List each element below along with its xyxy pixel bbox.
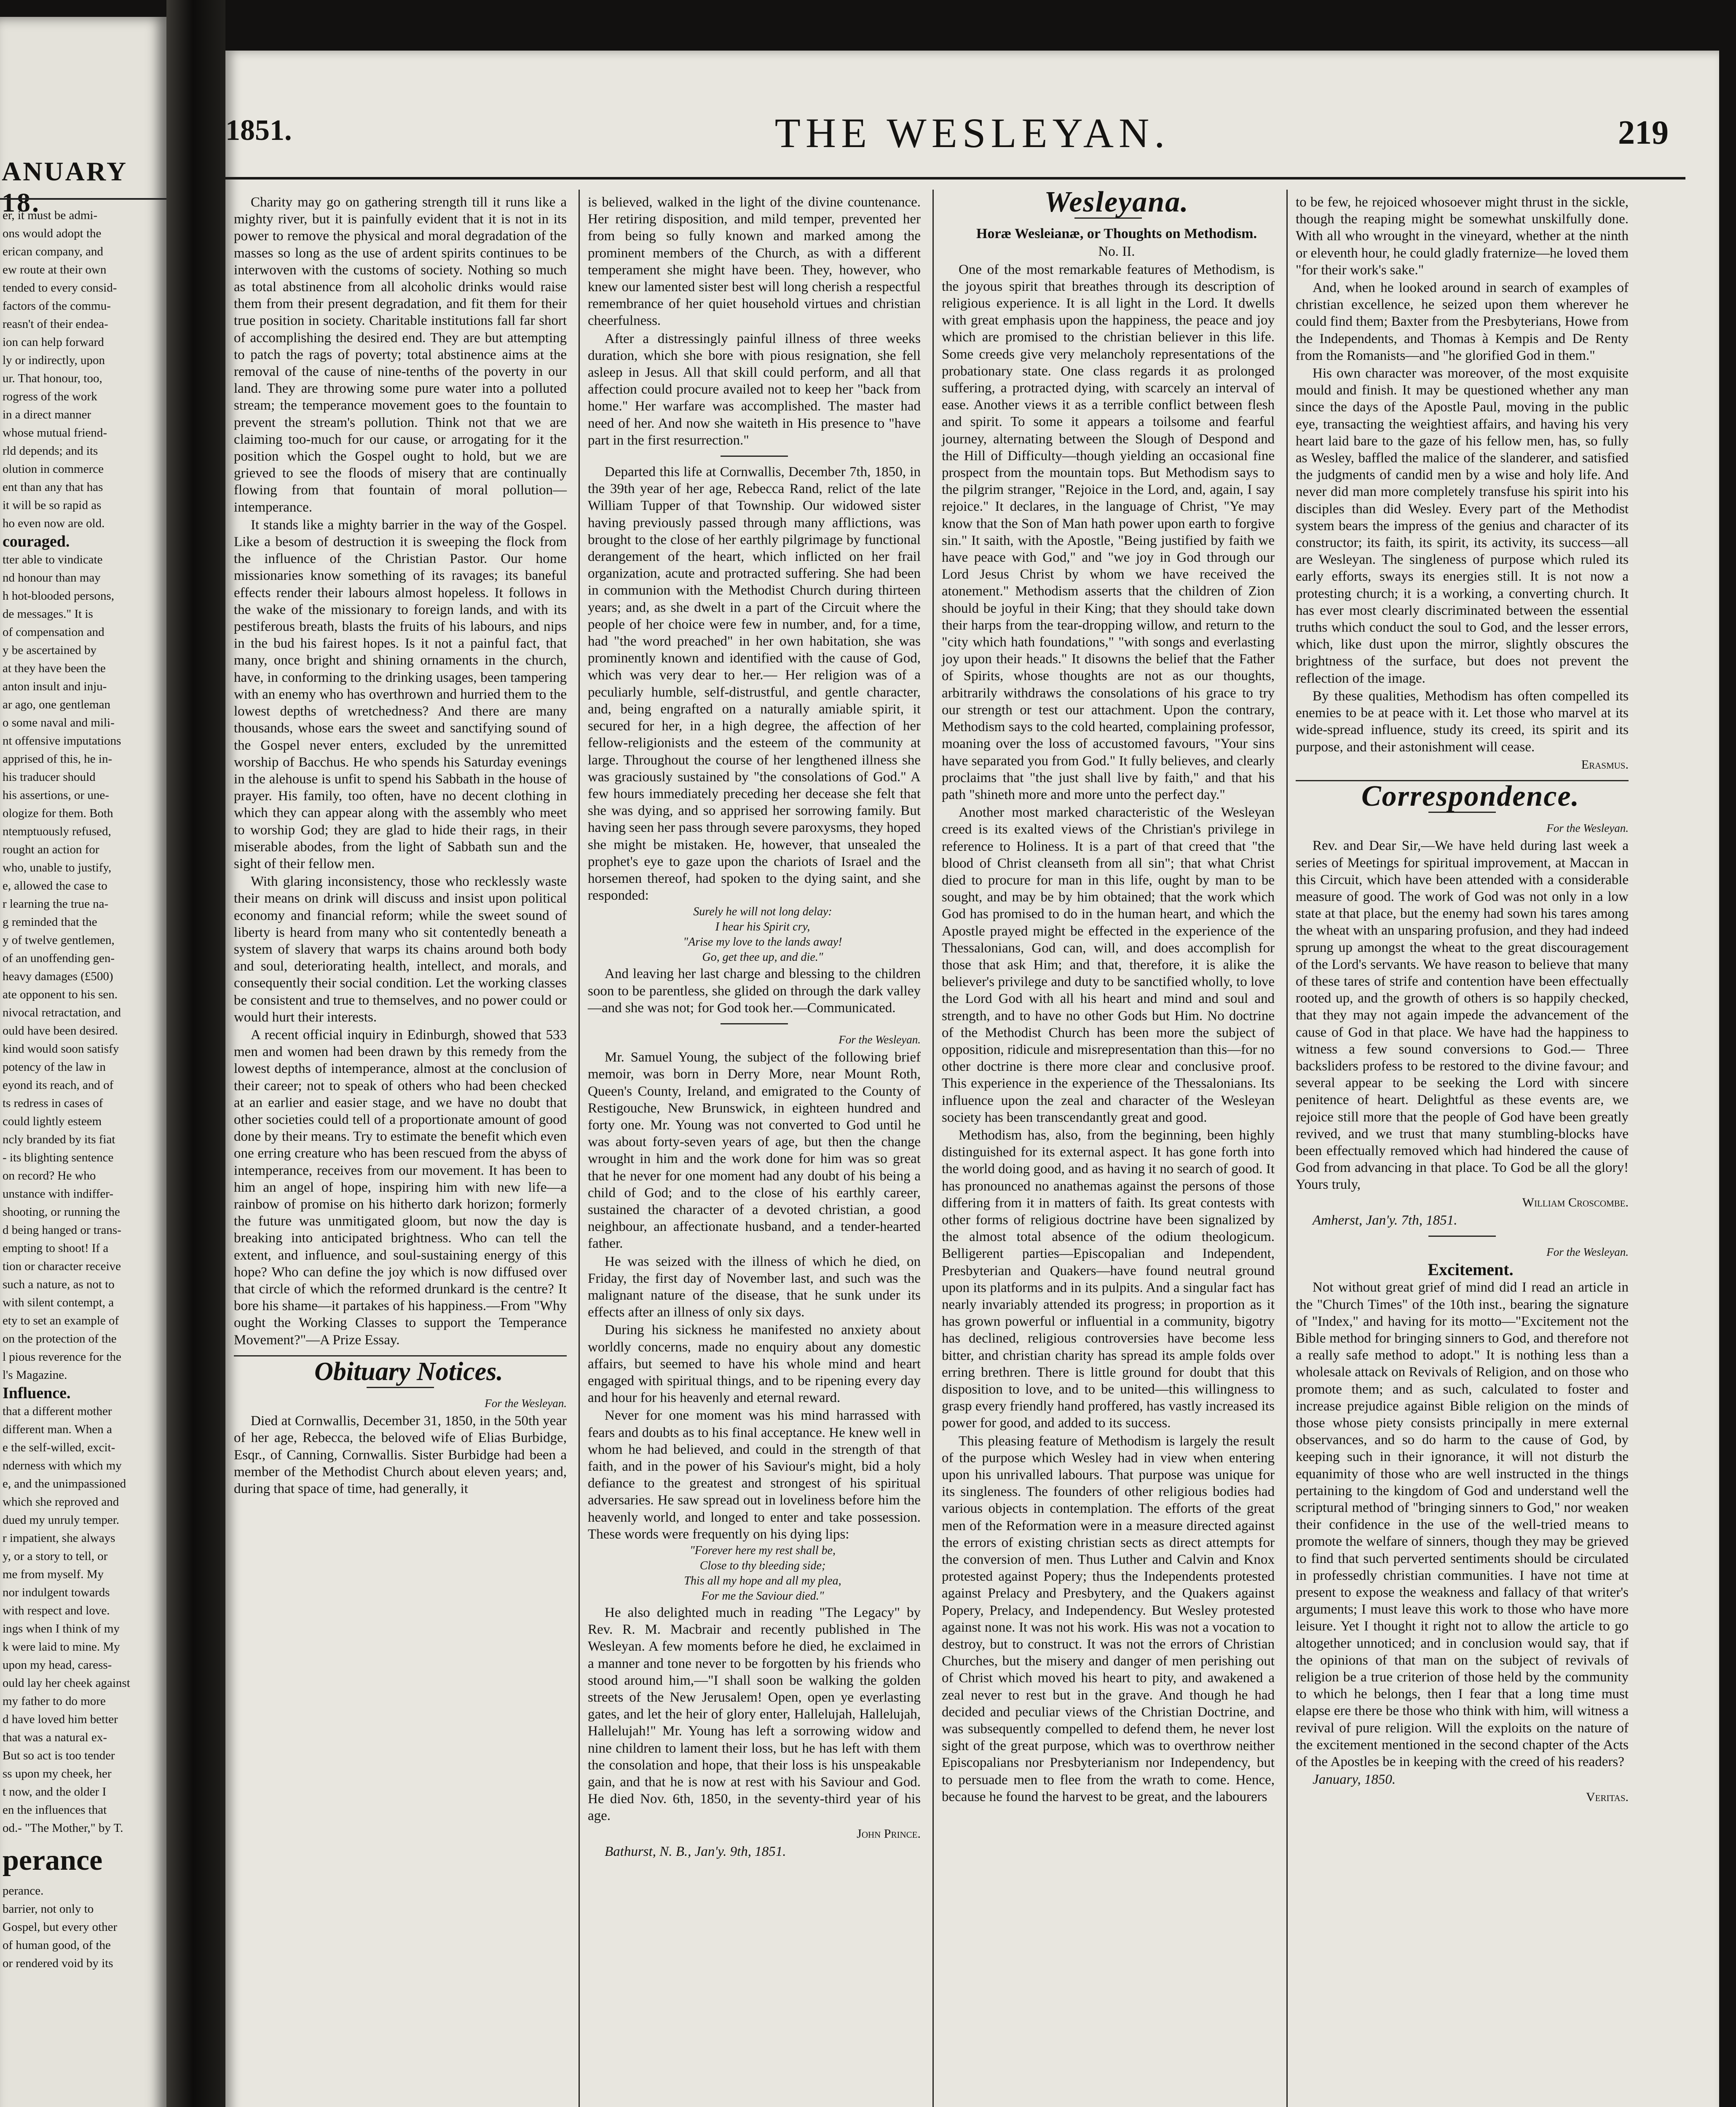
left-page-section-title: perance <box>3 1844 103 1876</box>
obituary-paragraph: is believed, walked in the light of the divine countenance. Her retiring disposition, and mild temper, prevented her from being so fully known and marked among the prominent members of the Church, as with a different temperament she might have been. They, however, who knew our lamented sister best will long cherish a respectful remembrance of her quiet household virtues and christian cheerfulness. <box>588 195 921 329</box>
article-paragraph: Methodism has, also, from the beginning, been highly distinguished for its external aspect. It has gone forth into the world doing good, and as having it no search of good. It has pronounced no anathemas against the persons of those differing from it in matters of faith. Its great contests with other forms of religious doctrine have been signalized by the almost total absence of the odium theologicum. Belligerent parties—Episcopalian and Independent, Presbyterian and Quakers—have found neutral ground upon its platforms and in its pulpits. And a singular fact has nearly invariably attended its progress; in proportion as it has grown powerful or influential in a community, bigotry has declined, religious controversies have become less bitter, and christian charity has spread its ample folds over erring brethren. There is little ground for doubt that this disposition to love, and to be united—this willingness to grasp every friendly hand proffered, has vastly increased its power for good, and added to its success. <box>942 1127 1275 1431</box>
section-rule <box>1428 1236 1496 1237</box>
left-page-rule <box>0 198 166 200</box>
left-page-line: de messages." It is <box>3 607 93 621</box>
verse-line: This all my hope and all my plea, <box>684 1574 841 1588</box>
left-page-line: tion or character receive <box>3 1260 121 1273</box>
article-paragraph: Another most marked characteristic of the Wesleyan creed is its exalted views of the Christian's privilege in reference to Holiness. It is a part of that creed that "the blood of Christ cleanseth from all sin"; that what Christ died to procure for man in this life, ought by man to be sought, and may be by him obtained; that the work which God has promised to do in the human heart, and which the Apostle prayed might be effected in the experience of the Thessalonians, God can, will, and does accomplish for those that ask Him; and that, therefore, it is alike the believer's privilege and duty to be sanctified wholly, to love the Lord God with all his heart and mind and soul and strength, and to have no other Gods but Him. No doctrine of the Methodist Church has been more the subject of opposition, ridicule and misrepresentation than this—for no other doctrine is there more clear and conclusive proof. This experience in the experience of the Thessalonians. Its influence upon the zeal and character of the Wesleyan society has been transcendantly great and good. <box>942 805 1275 1125</box>
left-page-line: perance. <box>3 1884 44 1898</box>
newspaper-title: THE WESLEYAN. <box>774 110 1170 156</box>
left-page-line: upon my head, caress- <box>3 1658 112 1672</box>
article-paragraph: And, when he looked around in search of examples of christian excellence, he seized upon them wherever he could find them; Baxter from the Presbyterians, Howe from the Independents, and Thomas à Kempis and De Renty from the Romanists—and "he glorified God in them." <box>1296 280 1629 363</box>
memoir-paragraph: He also delighted much in reading "The Legacy" by Rev. R. M. Macbrair and recently published in The Wesleyan. A few moments before he died, he exclaimed in a manner and tone never to be forgotten by his friends who stood around him,—"I shall soon be walking the golden streets of the New Jerusalem! Open, open ye everlasting gates, and let the heir of glory enter, Hallelujah, Hallelujah, Hallelujah!" Mr. Young has left a sorrowing widow and nine children to lament their loss, but he has left with them the consolation and hope, that their loss is his unspeakable gain, and that he is now at rest with his Saviour and God. He died Nov. 6th, 1850, in the seventy-third year of his age. <box>588 1605 921 1824</box>
left-page-line: different man. When a <box>3 1423 112 1436</box>
left-page-line: ar ago, one gentleman <box>3 698 111 711</box>
left-page-line: Gospel, but every other <box>3 1920 118 1934</box>
obituary-heading: Obituary Notices. <box>314 1357 503 1386</box>
article-paragraph: A recent official inquiry in Edinburgh, showed that 533 men and women had been drawn by this remedy from the lowest depths of intemperance, almost at the conclusion of their career; not to speak of others who had been checked at an earlier and easier stage, and we have no doubt that other societies could tell of a proportionate amount of good done by their means. Try to estimate the benefit which even one erring creature who has been rescued from the abyss of intemperance, receives from our movement. It has been to him an angel of hope, inspiring him with new life—a rainbow of promise on his hitherto dark horizon; formerly the future was unmitigated gloom, but now the day is breaking into anticipated brightness. Who can tell the extent, and influence, and soul-sustaining energy of this hope? Who can define the joy which is now diffused over that circle of which the reformed drunkard is the centre? It bore his shame—it partakes of his happiness.—From "Why ought the Working Classes to support the Temperance Movement?"—A Prize Essay. <box>234 1027 567 1348</box>
left-page-group-3 <box>3 1402 161 1837</box>
left-page-line: it will be so rapid as <box>3 499 102 512</box>
left-page-line: whose mutual friend- <box>3 426 107 440</box>
left-page-line: at they have been the <box>3 662 106 675</box>
left-page-line: ew route at their own <box>3 263 107 276</box>
left-page-line: factors of the commu- <box>3 299 111 313</box>
left-page-line: which she reproved and <box>3 1495 119 1509</box>
left-page-line: on the protection of the <box>3 1332 117 1346</box>
left-page-line: r impatient, she always <box>3 1531 115 1545</box>
left-page-line: ly or indirectly, upon <box>3 354 105 367</box>
article-paragraph: Charity may go on gathering strength till it runs like a mighty river, but it is painfully evident that it is not in its power to remove the physical and moral degradation of the masses so long as the use of ardent spirits continues to be interwoven with the customs of society. Nothing so much as total abstinence from all alcoholic drinks would raise them from their present degradation, and fit them for their true position in society. Charitable institutions fall far short of accomplishing the desired end. They are but attempting to patch the rags of poverty; total abstinence aims at the removal of the cause of nine-tenths of the poverty in our land. They are throwing some pure water into a polluted stream; the temperance movement goes to the fountain to prevent the stream's pollution. Think not that we are claiming too-much for our cause, or arrogating for it the position which the Gospel ought to hold, but we are grieved to see the floods of misery that are continually flowing from that fountain of moral pollution—intemperance. <box>234 195 567 515</box>
left-page-line: kind would soon satisfy <box>3 1042 119 1056</box>
column-divider <box>579 190 580 2107</box>
left-page-line: on record? He who <box>3 1169 96 1182</box>
attribution-line: For the Wesleyan. <box>1546 1245 1629 1258</box>
left-page-line: empting to shoot! If a <box>3 1241 109 1255</box>
left-page-line: l's Magazine. <box>3 1368 67 1382</box>
section-rule <box>367 1387 434 1388</box>
column-2 <box>588 194 921 1860</box>
article-title: Horæ Wesleianæ, or Thoughts on Methodism. <box>976 226 1257 242</box>
left-page-section-title: Influence. <box>3 1384 71 1402</box>
article-paragraph: One of the most remarkable features of Methodism, is the joyous spirit that breathes through its description of religious experience. It is all light in the Lord. It dwells with great emphasis upon the happiness, the peace and joy which are promised to the christian believer in this life. Some creeds give very melancholy representations of the probationary state. One class regards it as prolonged suffering, a protracted dying, with scarcely an interval of ease. Another views it as a terrible conflict between flesh and spirit. To some it appears a toilsome and fearful journey, alternating between the Slough of Despond and the Hill of Difficulty—though yielding an occasional fine prospect from the mountain tops. But Methodism says to the pilgrim stranger, "Rejoice in the Lord, and, again, I say rejoice." It declares, in the language of Christ, "Ye may know that the Son of Man hath power upon earth to forgive sin." It saith, with the Apostle, "Being justified by faith we have peace with God," and "we joy in God through our Lord Jesus Christ by whom we have received the atonement." Methodism asserts that the children of Zion should be joyful in their King; that they should take down their harps from the tear-dropping willow, and return to the "city which hath foundations," "with songs and everlasting joy upon their heads." It disowns the belief that the Father of Spirits, whose thoughts are not as our thoughts, arbitrarily withdraws the consolations of his grace to try our strength or test our attachment. Upon the contrary, Methodism says to the cold hearted, complaining professor, moaning over the loss of accustomed favours, "Your sins have separated you from God." It fully believes, and clearly proclaims that "the just shall live by faith," and that his path "shineth more and more unto the perfect day." <box>942 262 1275 802</box>
left-page-line: ologize for them. Both <box>3 807 113 820</box>
left-page-line: ss upon my cheek, her <box>3 1767 112 1780</box>
left-page-line: shooting, or running the <box>3 1205 120 1219</box>
left-page-line: with respect and love. <box>3 1604 110 1617</box>
left-page-line: ould have been desired. <box>3 1024 118 1037</box>
left-page-section-title: couraged. <box>3 533 70 550</box>
left-page-line: h hot-blooded persons, <box>3 589 114 603</box>
left-page-line: of an unoffending gen- <box>3 952 115 965</box>
left-page-line: nivocal retractation, and <box>3 1006 121 1019</box>
left-page-line: But so act is too tender <box>3 1749 115 1762</box>
left-page-line: t now, and the older I <box>3 1785 107 1799</box>
article-title: Excitement. <box>1428 1260 1514 1279</box>
dateline: January, 1850. <box>1313 1772 1396 1788</box>
left-page-line: ings when I think of my <box>3 1622 120 1635</box>
article-paragraph: to be few, he rejoiced whosoever might thrust in the sickle, though the reaping might be somewhat unskilfully done. With all who wrought in the vineyard, whether at the ninth or eleventh hour, he could gladly fraternize—he loved them "for their work's sake." <box>1296 195 1629 278</box>
left-page-line: that a different mother <box>3 1405 112 1418</box>
left-page-line: ons would adopt the <box>3 227 102 240</box>
left-page-line: tter able to vindicate <box>3 553 103 566</box>
page-number: 219 <box>1618 114 1669 151</box>
dateline: Amherst, Jan'y. 7th, 1851. <box>1313 1212 1457 1228</box>
obituary-paragraph: And leaving her last charge and blessing to the children soon to be parentless, she glided on through the dark valley—and she was not; for God took her.—Communicated. <box>588 966 921 1016</box>
left-page-line: r learning the true na- <box>3 897 109 911</box>
left-page-line: d being hanged or trans- <box>3 1223 121 1237</box>
left-page-line: potency of the law in <box>3 1060 106 1074</box>
left-page-line: who, unable to justify, <box>3 861 112 874</box>
verse-line: "Forever here my rest shall be, <box>689 1544 836 1557</box>
left-page-line: l pious reverence for the <box>3 1350 121 1364</box>
attribution-line: For the Wesleyan. <box>485 1397 567 1410</box>
memoir-paragraph: He was seized with the illness of which he died, on Friday, the first day of November last, and such was the malignant nature of the disease, that he sunk under its effects after an illness of only six days. <box>588 1254 921 1320</box>
left-page-text <box>3 206 161 1973</box>
section-rule <box>721 1023 788 1024</box>
column-4 <box>1296 194 1629 1806</box>
left-page-line: o some naval and mili- <box>3 716 115 729</box>
left-page-line: d have loved him better <box>3 1713 118 1726</box>
left-page-line: such a nature, as not to <box>3 1278 115 1291</box>
left-page-line: y, or a story to tell, or <box>3 1549 108 1563</box>
attribution-line: For the Wesleyan. <box>839 1033 921 1046</box>
obituary-paragraph: Died at Cornwallis, December 31, 1850, in the 50th year of her age, Rebecca, the beloved wife of Elias Burbidge, Esqr., of Canning, Cornwallis. Sister Burbidge had been a member of the Methodist Church about eleven years; and, during that space of time, had generally, it <box>234 1413 567 1497</box>
left-page-line: heavy damages (£500) <box>3 970 113 983</box>
obituary-paragraph: Departed this life at Cornwallis, December 7th, 1850, in the 39th year of her age, Rebecca Rand, relict of the late William Tupper of that Township. Our widowed sister having previously passed through many afflictions, was brought to the close of her earthly pilgrimage by functional derangement of the heart, which inflicted on her frail organization, acute and protracted suffering. She had been in communion with the Methodist Church during thirteen years; and, as she dwelt in a part of the Circuit where the people of her choice were few in number, and, for a time, had "the word preached" in her own habitation, she was prominently known and identified with the cause of God, which was very dear to her.— Her religion was of a peculiarly humble, self-distrustful, and gentle character, and, being engrafted on a naturally amiable spirit, it secured for her, in a high degree, the affection of her fellow-religionists and the esteem of the community at large. Throughout the course of her lengthened illness she was graciously sustained by "the consolations of God." A few hours immediately preceding her decease she felt that she was dying, and so apprised her sorrowing family. But having seen her pass through severe paroxysms, they hoped she might be mistaken. He, however, that unsealed the prophet's eye to gaze upon the chariots of Israel and the horsemen thereof, had spoken to the dying saint, and she responded: <box>588 464 921 903</box>
verse-line: "Arise my love to the lands away! <box>683 936 842 949</box>
left-page-line: nor indulgent towards <box>3 1586 110 1599</box>
book-gutter <box>166 0 225 2107</box>
left-page-group-4 <box>3 1882 161 1973</box>
verse-line: Close to thy bleeding side; <box>699 1559 826 1573</box>
left-page-line: rought an action for <box>3 843 99 856</box>
left-page-line: eyond its reach, and of <box>3 1078 114 1092</box>
left-page-line: - its blighting sentence <box>3 1151 114 1164</box>
left-page-line: ion can help forward <box>3 335 104 349</box>
left-page-line: of human good, of the <box>3 1938 111 1952</box>
column-1 <box>234 194 567 1497</box>
left-page-line: reasn't of their endea- <box>3 317 108 331</box>
left-page-line: ould lay her cheek against <box>3 1676 130 1690</box>
left-page-line: his assertions, or une- <box>3 788 109 802</box>
left-page-line: ntemptuously refused, <box>3 825 111 838</box>
left-page-line: anton insult and inju- <box>3 680 107 693</box>
left-page-line: e, and the unimpassioned <box>3 1477 126 1490</box>
column-3 <box>942 186 1275 1805</box>
verse-line: Surely he will not long delay: <box>693 905 832 919</box>
section-heading: Wesleyana. <box>1044 186 1189 218</box>
newspaper-page <box>225 51 1719 2107</box>
section-rule <box>721 456 788 457</box>
left-page-line: nd honour than may <box>3 571 101 584</box>
left-page-line: my father to do more <box>3 1694 106 1708</box>
attribution-line: For the Wesleyan. <box>1546 822 1629 835</box>
left-page-line: with silent contempt, a <box>3 1296 114 1309</box>
article-paragraph: His own character was moreover, of the most exquisite mould and finish. It may be questioned whether any man since the days of the Apostle Paul, moving in the public eye, transacting the weightiest affairs, and having his very heart laid bare to the gaze of his fellow men, has, so fully as Wesley, baffled the malice of the slanderer, and satisfied the judgments of candid men by a wise and holy life. And never did man more completely transfuse his spirit into his disciples than did Wesley. Every part of the Methodist system bears the impress of the genius and character of its constructor; its faith, its spirit, its activity, its success—all are Wesleyan. The singleness of purpose which ruled its early efforts, sways its energies still. It is not now a protesting church; it is a working, a converting church. It has ever most clearly discriminated between the essential truths which conduct the soul to God, and the lesser errors, which, like dust upon the mirror, slightly obscures the brightness of the surface, but does not prevent the reflection of the image. <box>1296 366 1629 686</box>
left-page-line: rogress of the work <box>3 390 97 403</box>
letter-paragraph: Not without great grief of mind did I read an article in the "Church Times" of the 10th inst., bearing the signature of "Index," and having for its motto—"Excitement not the Bible method for bringing sinners to God, and therefore not a really safe method to adopt." It is nothing less than a wholesale attack on Revivals of Religion, and on those who promote them; and as such, calculated to foster and increase prejudice against Bible religion on the minds of those whose piety consists principally in mere external observances, and so do harm to the cause of God, by keeping such in their ignorance, it will not disturb the equanimity of those who are well instructed in the things pertaining to the kingdom of God and understand well the scriptural method of "bringing sinners to God," nor weaken their confidence in the use of the well-tried means to promote the welfare of sinners, though they may be grieved to find that such perverted sentiments should be circulated in professedly christian communities. I have not time at present to expose the weakness and fallacy of that writer's arguments; I must leave this work to those who have more leisure. Yet I thought it right not to allow the article to go altogether unnoticed; and in conclusion would say, that if the opinions of that man on the subject of revivals of religion be a true criterion of those held by the community to which he belongs, then I fear that a long time must elapse ere there be those who think with him, will witness a revival of pure religion. Will the exploits on the nature of the excitement mentioned in the second chapter of the Acts of the Apostles be in keeping with the creed of his readers? <box>1296 1280 1629 1770</box>
masthead <box>225 110 1719 164</box>
signature: William Croscombe. <box>1522 1195 1629 1209</box>
left-page-line: ate opponent to his sen. <box>3 988 118 1001</box>
left-facing-page <box>0 17 166 2107</box>
left-page-line: nt offensive imputations <box>3 734 121 748</box>
signature: Erasmus. <box>1581 757 1629 772</box>
issue-year: 1851. <box>225 114 292 147</box>
left-page-line: rld depends; and its <box>3 444 98 458</box>
left-page-line: that was a natural ex- <box>3 1731 107 1744</box>
article-paragraph: With glaring inconsistency, those who recklessly waste their means on drink will discuss and insist upon political economy and financial reform; while the sweet sound of liberty is heard from many who sit contentedly beneath a system of slavery that warps its chains around both body and soul, deteriorating health, intellect, and morals, and consequently their social condition. Let the working classes be consistent and true to themselves, and no power could or would hurt their interests. <box>234 874 567 1025</box>
section-rule <box>234 1355 567 1356</box>
verse-line: For me the Saviour died." <box>701 1590 824 1603</box>
left-page-line: could lightly esteem <box>3 1115 102 1128</box>
article-number: No. II. <box>1098 244 1135 260</box>
section-heading: Correspondence. <box>1361 780 1580 812</box>
article-paragraph: This pleasing feature of Methodism is largely the result of the purpose which Wesley had in view when entering upon his unrivalled labours. That purpose was unique for its singleness. The founders of other religious bodies had various objects in contemplation. The efforts of the great men of the Reformation were in a measure directed against the errors of existing christian sects as direct attempts for the conversion of men. Thus Luther and Calvin and Knox protested against Popery; thus the Independents protested against Prelacy and Presbytery, and the Quakers against Popery, Prelacy, and Independency. But Wesley protested against none. It was not his work. His was not a vocation to destroy, but to construct. It was not the errors of Christian Churches, but the misery and danger of men perishing out of Christ which moved his heart to pity, and awakened a zeal never to rest but in the grave. And though he had decided and peculiar views of the Christian Doctrine, and was subsequently compelled to defend them, he never lost sight of the great purpose, which was to overthrow neither Episcopalians nor Presbyterianism nor Independency, but to persuade men to flee from the wrath to come. Hence, because he found the harvest to be great, and the labourers <box>942 1433 1275 1804</box>
left-page-line: ts redress in cases of <box>3 1096 103 1110</box>
left-page-line: in a direct manner <box>3 408 91 421</box>
left-page-line: y of twelve gentlemen, <box>3 933 115 947</box>
column-divider <box>1286 190 1288 2107</box>
left-page-line: erican company, and <box>3 245 103 258</box>
left-page-line: ho even now are old. <box>3 517 105 530</box>
left-page-line: ety to set an example of <box>3 1314 119 1327</box>
left-page-line: nderness with which my <box>3 1459 122 1472</box>
signature: John Prince. <box>857 1826 921 1841</box>
left-page-line: e, allowed the case to <box>3 879 107 893</box>
left-page-group-2 <box>3 551 161 1384</box>
signature: Veritas. <box>1586 1790 1629 1804</box>
article-paragraph: By these qualities, Methodism has often compelled its enemies to be at peace with it. Let those who marvel at its wide-spread influence, study its creed, its spirit and its purpose, and their astonishment will cease. <box>1296 688 1629 755</box>
left-page-line: barrier, not only to <box>3 1902 94 1916</box>
verse-line: I hear his Spirit cry, <box>715 920 810 934</box>
left-page-line: tended to every consid- <box>3 281 117 295</box>
left-page-line: ur. That honour, too, <box>3 372 102 385</box>
header-rule <box>225 177 1685 180</box>
memoir-paragraph: Mr. Samuel Young, the subject of the following brief memoir, was born in Derry More, near Mount Roth, Queen's County, Ireland, and emigrated to the County of Restigouche, New Brunswick, in eighteen hundred and forty one. Mr. Young was not converted to God until he was about forty-seven years of age, but then the change wrought in him and the work done for him was so great that he never for one moment had any doubt of his being a child of God; and to the close of his earthly career, sustained the character of a devoted christian, a good neighbour, an affectionate husband, and a tender-hearted father. <box>588 1050 921 1252</box>
left-page-line: me from myself. My <box>3 1568 104 1581</box>
left-page-group-1 <box>3 206 161 533</box>
left-page-line: ent than any that has <box>3 480 103 494</box>
left-page-line: od.- "The Mother," by T. <box>3 1821 123 1835</box>
column-divider <box>932 190 934 2107</box>
left-page-line: er, it must be admi- <box>3 209 98 222</box>
left-page-line: or rendered void by its <box>3 1957 113 1970</box>
left-page-line: g reminded that the <box>3 915 97 929</box>
left-page-line: en the influences that <box>3 1803 107 1817</box>
left-page-line: his traducer should <box>3 770 96 784</box>
article-paragraph: It stands like a mighty barrier in the way of the Gospel. Like a besom of destruction it is sweeping the flock from the influence of the Christian Pastor. Our home missionaries know something of its ravages; its baneful effects render their labours almost hopeless. It follows in the wake of the missionary to foreign lands, and with its pestiferous breath, blasts the fruits of his labours, and nips in the bud his fairest hopes. Is it not a painful fact, that many, once bright and shining ornaments in the church, have, in conforming to the drinking usages, been tampering with an enemy who has overthrown and hurried them to the lowest depths of wretchedness? And there are many thousands, whose ears the sweet and sanctifying sound of the Gospel never enters, excluded by the unremitted worship of Bacchus. He who spends his Saturday evenings in the alehouse is unfit to spend his Sabbath in the house of prayer. His family, too often, have no decent clothing in which they can appear along with the assembly who meet to worship God; they are glad to hide their rags, in their miserable abodes, from the light of Sabbath sun and the sight of their fellow men. <box>234 517 567 871</box>
left-page-line: y be ascertained by <box>3 643 97 657</box>
verse-line: Go, get thee up, and die." <box>702 951 823 964</box>
left-page-line: unstance with indiffer- <box>3 1187 114 1201</box>
left-page-line: apprised of this, he in- <box>3 752 113 766</box>
left-page-line: of compensation and <box>3 625 104 639</box>
dateline: Bathurst, N. B., Jan'y. 9th, 1851. <box>605 1844 786 1859</box>
left-page-line: ncly branded by its fiat <box>3 1133 115 1146</box>
left-page-line: e the self-willed, excit- <box>3 1441 115 1454</box>
left-page-line: dued my unruly temper. <box>3 1513 120 1527</box>
left-page-header: ANUARY 18. <box>2 156 127 217</box>
left-page-line: olution in commerce <box>3 462 104 476</box>
letter-paragraph: Rev. and Dear Sir,—We have held during last week a series of Meetings for spiritual improvement, at Maccan in this Circuit, which have been attended with a considerable measure of good. The work of God was not only in a low state at that place, but the enemy had sown his tares among the wheat with an unsparing profusion, and they had indeed sprung up amongst the wheat to the great discouragement of the Lord's servants. We have reason to believe that many of these tares of strife and contention have been effectually rooted up, and the growth of others is so happily checked, that they may not again impede the advancement of the cause of God in that place. We have had the happiness to witness a few sound conversions to God.— Three backsliders profess to be restored to the divine favour; and several appear to be seeking the Lord with sincere penitence of heart. Delightful as these events are, we rejoice still more that the people of God have been greatly revived, and we trust that many stumbling-blocks have been effectually removed which had hindered the cause of God from advancing in that place. To God be all the glory! Yours truly, <box>1296 838 1629 1193</box>
memoir-paragraph: Never for one moment was his mind harrassed with fears and doubts as to his final acceptance. He knew well in whom he had believed, and could in the strength of that faith, and in the power of his Saviour's might, bid a holy defiance to the greatest and strongest of his spiritual adversaries. He saw spread out in loveliness before him the heavenly world, and longed to enter and take possession. These words were frequently on his dying lips: <box>588 1408 921 1542</box>
left-page-line: k were laid to mine. My <box>3 1640 120 1654</box>
memoir-paragraph: During his sickness he manifested no anxiety about worldly concerns, made no enquiry about any domestic affairs, but seemed to have his whole mind and heart engaged with spiritual things, and to be ripening every day and hour for his heavenly and eternal reward. <box>588 1322 921 1406</box>
obituary-paragraph: After a distressingly painful illness of three weeks duration, which she bore with pious resignation, she fell asleep in Jesus. All that skill could perform, and all that affection could procure availed not to keep her "back from home." Her warfare was accomplished. The master had need of her. And now she waiteth in His presence to "have part in the first resurrection." <box>588 331 921 448</box>
